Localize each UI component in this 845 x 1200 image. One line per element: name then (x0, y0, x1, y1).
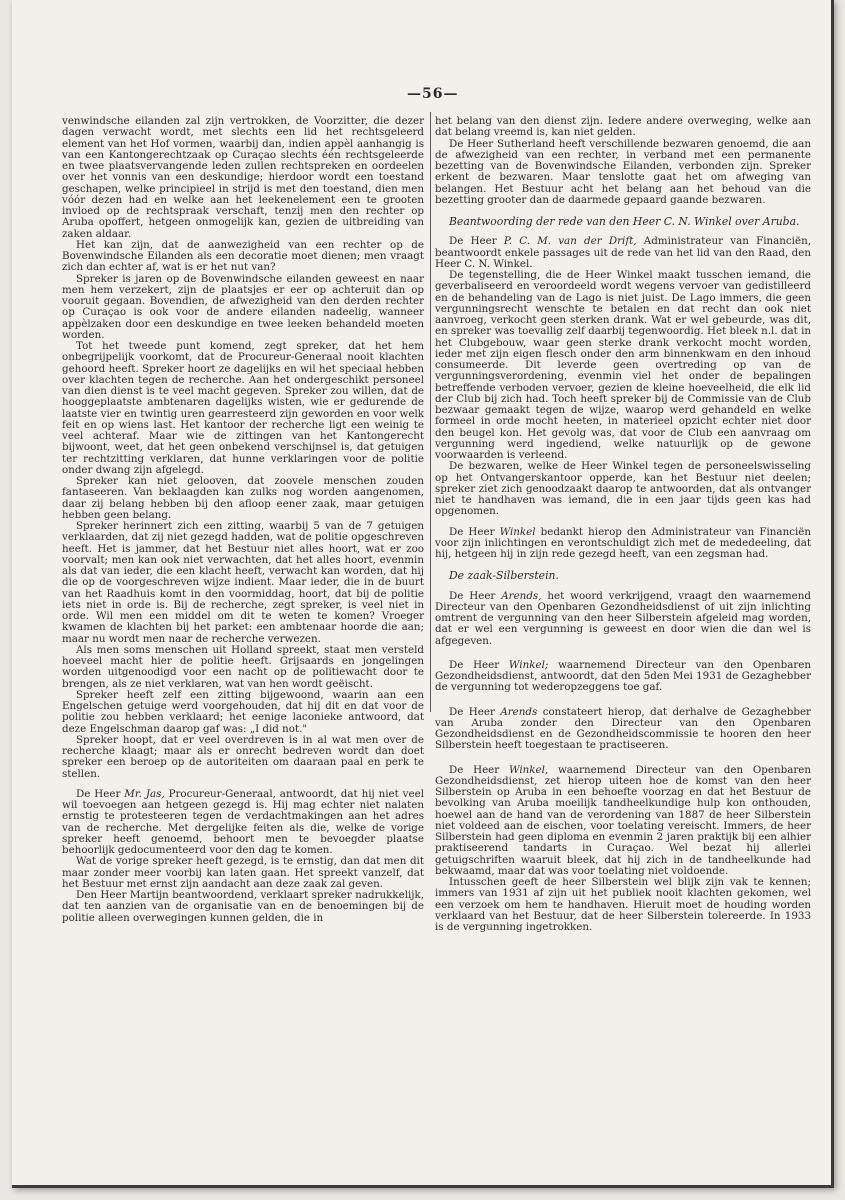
paragraph: Het kan zijn, dat de aanwezigheid van een rechter op de Bovenwindsche Eilanden als een decoratie moet dienen; men vraagt zich dan echter af, wat is er het nut van? (62, 238, 424, 274)
paragraph: Den Heer Martijn beantwoordend, verklaart spreker nadrukkelijk, dat ten aanzien van de organisatie van en de benoemingen bij de politie alleen overwegingen kunnen gelden, die in (62, 889, 424, 924)
section-heading-aruba: Beantwoording der rede van den Heer C. N. Winkel over Aruba. (449, 215, 800, 228)
paragraph-arends-2 (435, 707, 811, 752)
paragraph: Spreker hoopt, dat er veel overdreven is in al wat men over de recherche klaagt; maar als er onrecht bedreven wordt dan doet spreker een beroep op de autoriteiten om daaraan paal en perk te stellen. (62, 733, 424, 780)
speaker-prefix: De Heer (449, 589, 502, 602)
speaker-name: Arends (500, 705, 538, 718)
page-edge (831, 0, 834, 1188)
speaker-prefix: De Heer (76, 787, 125, 800)
paragraph-text: constateert hierop, dat derhalve de Gezaghebber van Aruba zonder den Directeur van den Openbaren Gezondheidsdienst en de Gezondheidscommissie te hooren den heer Silberstein heeft toegestaan te practiseeren. (435, 705, 811, 752)
paragraph-text: Procureur-Generaal, antwoordt, dat hij niet veel wil toevoegen aan hetgeen gezegd is. Hij mag echter niet nalaten ernstig te protesteeren tegen de verdachtmakingen aan het adres van de recherche. Met dergelijke feiten als die, welke de vorige spreker heeft genoemd, behoort men te bevoegder plaatse behoorlijk gedocumenteerd voor den dag te komen. (62, 787, 424, 856)
paragraph: Wat de vorige spreker heeft gezegd, is te ernstig, dan dat men dit maar zonder meer voorbij kan laten gaan. Het spreekt vanzelf, dat het Bestuur met ernst zijn aandacht aan deze zaak zal geven. (62, 855, 424, 890)
paragraph-text: het woord verkrijgend, vraagt den waarnemend Directeur van den Openbaren Gezondheidsdienst of uit zijn inlichting omtrent de vergunning van den heer Silberstein afgeleid mag worden, dat er wel een vergunning is geweest en door wien die dan wel is afgegeven. (435, 589, 811, 647)
paragraph: De tegenstelling, die de Heer Winkel maakt tusschen iemand, die geverbaliseerd en veroordeeld wordt wegens vervoer van gedistilleerd en de behandeling van de Lago is niet juist. De Lago immers, die geen vergunningsrecht wenschte te betalen en dat recht dan ook niet aanvroeg, verkocht geen sterken drank. Wat er wel gebeurde, was dit, en spreker was toevallig zelf daarbij tegenwoordig. Het bleek n.l. dat in het Clubgebouw, waar geen sterke drank verkocht mocht worden, ieder met zijn eigen flesch onder den arm binnenkwam en den inhoud consumeerde. Dit leverde geen overtreding op van de vergunningsverordening, evenmin viel het onder de bepalingen betreffende verboden vervoer, gezien de kleine hoeveelheid, die elk lid der Club bij zich had. Toch heeft spreker bij de Commissie van de Club bezwaar gemaakt tegen de wijze, waarop werd gehandeld en welke formeel in orde mocht heeten, in materieel opzicht echter niet door den beugel kon. Het gevolg was, dat voor de Club een aanvraag om vergunning werd ingediend, welke natuurlijk op de gewone voorwaarden is verleend. (435, 269, 811, 461)
paragraph: Als men soms menschen uit Holland spreekt, staat men versteld hoeveel macht hier de politie heeft. Grijsaards en jongelingen worden uitgenoodigd voor een nacht op de politiewacht door te brengen, als ze niet verklaren, wat van hen wordt geëischt. (62, 643, 424, 690)
paragraph-winkel-3 (435, 765, 811, 878)
speaker-prefix: De Heer (449, 235, 504, 248)
paragraph: Spreker is jaren op de Bovenwindsche eilanden geweest en naar men hem verzekert, zijn de plaatsjes er eer op achteruit dan op vooruit gegaan. Bovendien, de afwezigheid van den derden rechter op Curaçao is ook voor de andere eilanden nadeelig, wanneer appèlzaken door een deskundige en twee leeken behandeld moeten worden. (62, 272, 424, 341)
column-divider (430, 112, 431, 712)
paragraph: Spreker herinnert zich een zitting, waarbij 5 van de 7 getuigen verklaarden, dat zij niet gezegd hadden, wat de politie opgeschreven heeft. Het is jammer, dat het Bestuur niet alles hoort, wat er zoo voorvalt; men kan ook niet verwachten, dat het alles hoort, evenmin als dat van ieder, die een klacht heeft, verwacht kan worden, dat hij die op de voorgeschreven wijze indient. Maar ieder, die in de buurt van het Raadhuis komt in den voormiddag, hoort, dat bij de politie iets niet in orde is. Bij de recherche, zegt spreker, is veel niet in orde. Wil men een middel om dit te weten te komen? Vroeger kwamen de klachten bij het parket: een ambtenaar hoorde die aan; maar nu wordt men naar de recherche verwezen. (62, 520, 424, 645)
paragraph-winkel (435, 527, 811, 561)
right-column (435, 116, 811, 933)
speaker-name: Winkel; (508, 658, 549, 671)
page-bottom-edge (12, 1185, 834, 1188)
speaker-prefix: De Heer (449, 705, 501, 718)
left-column (62, 116, 424, 924)
paragraph-text: waarnemend Directeur van den Openbaren Gezondheidsdienst, zet hierop uiteen hoe de komst van den heer Silberstein op Aruba in een behoefte voorzag en dat het Bestuur de bevolking van Aruba moeilijk tandheelkundige hulp kon onthouden, hoewel aan de hand van de verordening van 1887 de heer Silberstein niet voldeed aan de eischen, voor toelating vereischt. Immers, de heer Silberstein had geen diploma en evenmin 2 jaren praktijk bij een alhier praktiseerend tandarts in Curaçao. Wel bezat hij allerlei getuigschriften waaruit bleek, dat hij zich in de tandheelkunde had bekwaamd, maar dat was voor toelating niet voldoende. (435, 763, 811, 877)
paragraph-winkel-2 (435, 660, 811, 694)
paragraph: Spreker kan niet gelooven, dat zoovele menschen zouden fantaseeren. Van beklaagden kan zulks nog worden aangenomen, daar zij belang hebben bij den afloop eener zaak, maar getuigen hebben geen belang. (62, 475, 424, 521)
speaker-name: Winkel, (508, 763, 549, 776)
section-heading-silberstein: De zaak-Silberstein. (449, 569, 559, 583)
paragraph-text: waarnemend Directeur van den Openbaren Gezondheidsdienst, antwoordt, dat den 5den Mei 1931 de Gezaghebber de vergunning tot wederopzeggens toe gaf. (435, 658, 811, 694)
paragraph-text: bedankt hierop den Administrateur van Financiën voor zijn inlichtingen en verontschuldigt zich met de mededeeling, dat hij, hetgeen hij in zijn rede gezegd heeft, van een zegsman had. (435, 525, 811, 560)
paragraph: het belang van den dienst zijn. Iedere andere overweging, welke aan dat belang vreemd is, kan niet gelden. (435, 115, 811, 139)
paragraph: De Heer Sutherland heeft verschillende bezwaren genoemd, die aan de afwezigheid van een rechter, in verband met een permanente bezetting van de Bovenwindsche Eilanden, verbonden zijn. Spreker erkent de bezwaren. Maar tenslotte gaat het om afweging van belangen. Het Bestuur acht het belang aan het behoud van die bezetting grooter dan de daarmede gepaard gaande bezwaren. (435, 137, 811, 206)
paragraph-arends (435, 591, 811, 647)
speaker-name: P. C. M. van der Drift, (503, 235, 637, 248)
paragraph: Intusschen geeft de heer Silberstein wel blijk zijn vak te kennen; immers van 1931 af zijn uit het publiek nooit klachten gekomen, wel een verzoek om hem te handhaven. Hieruit moet de houding worden verklaard van het Bestuur, dat de heer Silberstein tolereerde. In 1933 is de vergunning ingetrokken. (435, 876, 811, 933)
speaker-name: Winkel (499, 525, 536, 538)
paragraph-drift (435, 236, 811, 270)
speaker-prefix: De Heer (449, 658, 509, 671)
paragraph: Tot het tweede punt komend, zegt spreker, dat het hem onbegrijpelijk voorkomt, dat de Procureur-Generaal nooit klachten gehoord heeft. Spreker hoort ze dagelijks en wil het speciaal hebben over klachten tegen de recherche. Aan het ondergeschikt personeel van dien dienst is te veel macht gegeven. Spreker zou willen, dat de hooggeplaatste ambtenaren dagelijks wisten, wie er gedurende de laatste vier en twintig uren gearresteerd zijn geworden en voor welk feit en op wiens last. Het kantoor der recherche ligt een weinig te veel achteraf. Maar wie de zittingen van het Kantongerecht bijwoont, weet, dat het geen onbekend verschijnsel is, dat getuigen ter rechtzitting verklaren, dat hunne verklaringen voor de politie onder dwang zijn afgelegd. (62, 340, 424, 476)
document-page (12, 0, 834, 1188)
speaker-prefix: De Heer (449, 763, 509, 776)
speaker-name: Mr. Jas, (124, 787, 165, 800)
page-number: —56— (407, 86, 459, 102)
paragraph-text: Administrateur van Financiën, beantwoordt enkele passages uit de rede van het lid van den Raad, den Heer C. N. Winkel. (435, 235, 811, 270)
speaker-name: Arends, (501, 589, 542, 602)
speaker-prefix: De Heer (449, 525, 500, 538)
paragraph-jas (62, 789, 424, 857)
paragraph: De bezwaren, welke de Heer Winkel tegen de personeelswisseling op het Ontvangerskantoor opperde, kan het Bestuur niet deelen; spreker ziet zich genoodzaakt daarop te antwoorden, dat als ontvanger niet te handhaven was iemand, die in een jaar tijds geen kas had opgenomen. (435, 460, 811, 518)
paragraph: venwindsche eilanden zal zijn vertrokken, de Voorzitter, die dezer dagen verwacht wordt, met slechts een lid het rechtsgeleerd element van het Hof vormen, waarbij dan, indien appèl aanhangig is van een Kantongerechtzaak op Curaçao slechts één rechtsgeleerde en twee plaatsvervangende leden zullen rechtspreken en oordeelen over het vonnis van een deskundige; hierdoor wordt een toestand geschapen, welke principieel in strijd is met den toestand, dien men vóór dezen had en welke aan het leekenelement een te grooten invloed op de rechtspraak verschaft, tenzij men den rechter op Aruba opoffert, hetgeen onmogelijk kan, gezien de uitbreiding van zaken aldaar. (62, 115, 424, 240)
paragraph: Spreker heeft zelf een zitting bijgewoond, waarin aan een Engelschen getuige werd voorgehouden, dat hij dit en dat voor de politie zou hebben verklaard; het eenige laconieke antwoord, dat deze Engelschman daarop gaf was: „I did not." (62, 688, 424, 735)
